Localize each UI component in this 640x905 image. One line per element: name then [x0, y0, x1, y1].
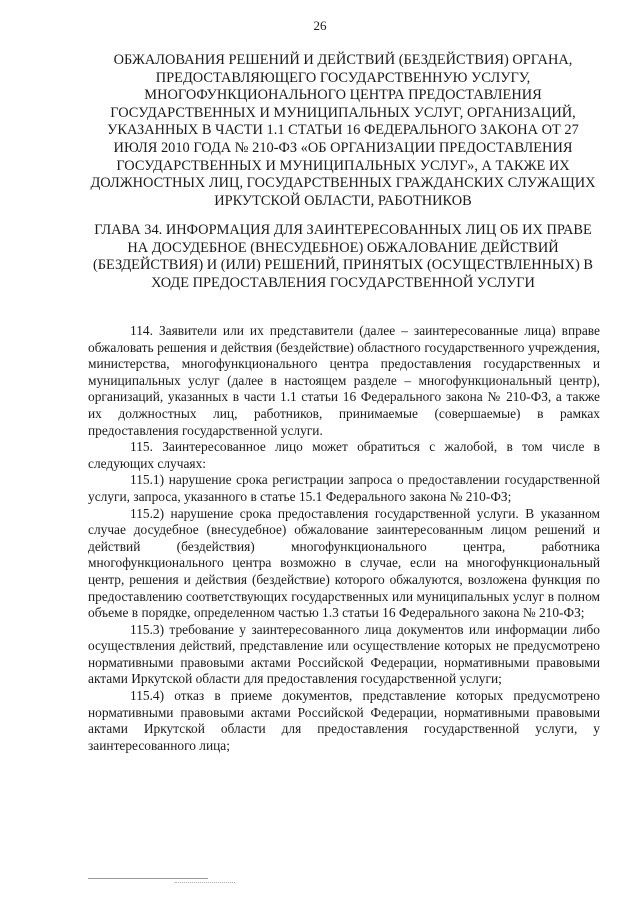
paragraph-115-2: 115.2) нарушение срока предоставления государственной услуги. В указанном случае досудебное (внесудебное) обжалование заинтересованным лицом решений и действий (бездействия) многофункционального центра, работника многофункционального центра возможно в случае, если на многофункциональный центр, решения и действия (бездействие) которого обжалуются, возложена функция по предоставлению соответствующих государственных или муниципальных услуг в полном объеме в порядке, определенном частью 1.3 статьи 16 Федерального закона № 210-ФЗ;	[88, 505, 600, 621]
paragraph-114: 114. Заявители или их представители (далее – заинтересованные лица) вправе обжаловать решения и действия (бездействие) областного государственного учреждения, министерства, многофункционального центра предоставления государственных и муниципальных услуг (далее в настоящем разделе – многофункциональный центр), организаций, указанных в части 1.1 статьи 16 Федерального закона № 210-ФЗ, а также их должностных лиц, работников, принимаемые (совершаемые) в рамках предоставления государственной услуги.	[88, 323, 600, 438]
paragraph-115-4: 115.4) отказ в приеме документов, представление которых предусмотрено нормативными правовыми актами Российской Федерации, нормативными правовыми актами Иркутской области для предоставления государственной услуги, у заинтересованного лица;	[88, 688, 600, 753]
footer-dotted-divider	[175, 882, 235, 883]
footer-divider	[88, 878, 208, 879]
paragraph-115-3: 115.3) требование у заинтересованного лица документов или информации либо осуществления действий, представление или осуществление которых не предусмотрено нормативными правовыми актами Российской Федерации, нормативными правовыми актами Иркутской области для предоставления государственной услуги;	[88, 621, 600, 687]
page-number: 26	[313, 18, 327, 33]
section-heading: ОБЖАЛОВАНИЯ РЕШЕНИЙ И ДЕЙСТВИЙ (БЕЗДЕЙСТВИЯ) ОРГАНА, ПРЕДОСТАВЛЯЮЩЕГО ГОСУДАРСТВЕННУЮ УСЛУГУ, МНОГОФУНКЦИОНАЛЬНОГО ЦЕНТРА ПРЕДОСТАВЛЕНИЯ ГОСУДАРСТВЕННЫХ И МУНИЦИПАЛЬНЫХ УСЛУГ, ОРГАНИЗАЦИЙ, УКАЗАННЫХ В ЧАСТИ 1.1 СТАТЬИ 16 ФЕДЕРАЛЬНОГО ЗАКОНА ОТ 27 ИЮЛЯ 2010 ГОДА № 210-ФЗ «ОБ ОРГАНИЗАЦИИ ПРЕДОСТАВЛЕНИЯ ГОСУДАРСТВЕННЫХ И МУНИЦИПАЛЬНЫХ УСЛУГ», А ТАКЖЕ ИХ ДОЛЖНОСТНЫХ ЛИЦ, ГОСУДАРСТВЕННЫХ ГРАЖДАНСКИХ СЛУЖАЩИХ ИРКУТСКОЙ ОБЛАСТИ, РАБОТНИКОВ	[90, 52, 596, 209]
chapter-heading: ГЛАВА 34. ИНФОРМАЦИЯ ДЛЯ ЗАИНТЕРЕСОВАННЫХ ЛИЦ ОБ ИХ ПРАВЕ НА ДОСУДЕБНОЕ (ВНЕСУДЕБНОЕ) ОБЖАЛОВАНИЕ ДЕЙСТВИЙ (БЕЗДЕЙСТВИЯ) И (ИЛИ) РЕШЕНИЙ, ПРИНЯТЫХ (ОСУЩЕСТВЛЕННЫХ) В ХОДЕ ПРЕДОСТАВЛЕНИЯ ГОСУДАРСТВЕННОЙ УСЛУГИ	[93, 222, 593, 291]
paragraph-115-1: 115.1) нарушение срока регистрации запроса о предоставлении государственной услуги, запроса, указанного в статье 15.1 Федерального закона № 210-ФЗ;	[88, 472, 600, 504]
document-body	[88, 323, 600, 754]
paragraph-115: 115. Заинтересованное лицо может обратиться с жалобой, в том числе в следующих случаях:	[88, 439, 600, 471]
